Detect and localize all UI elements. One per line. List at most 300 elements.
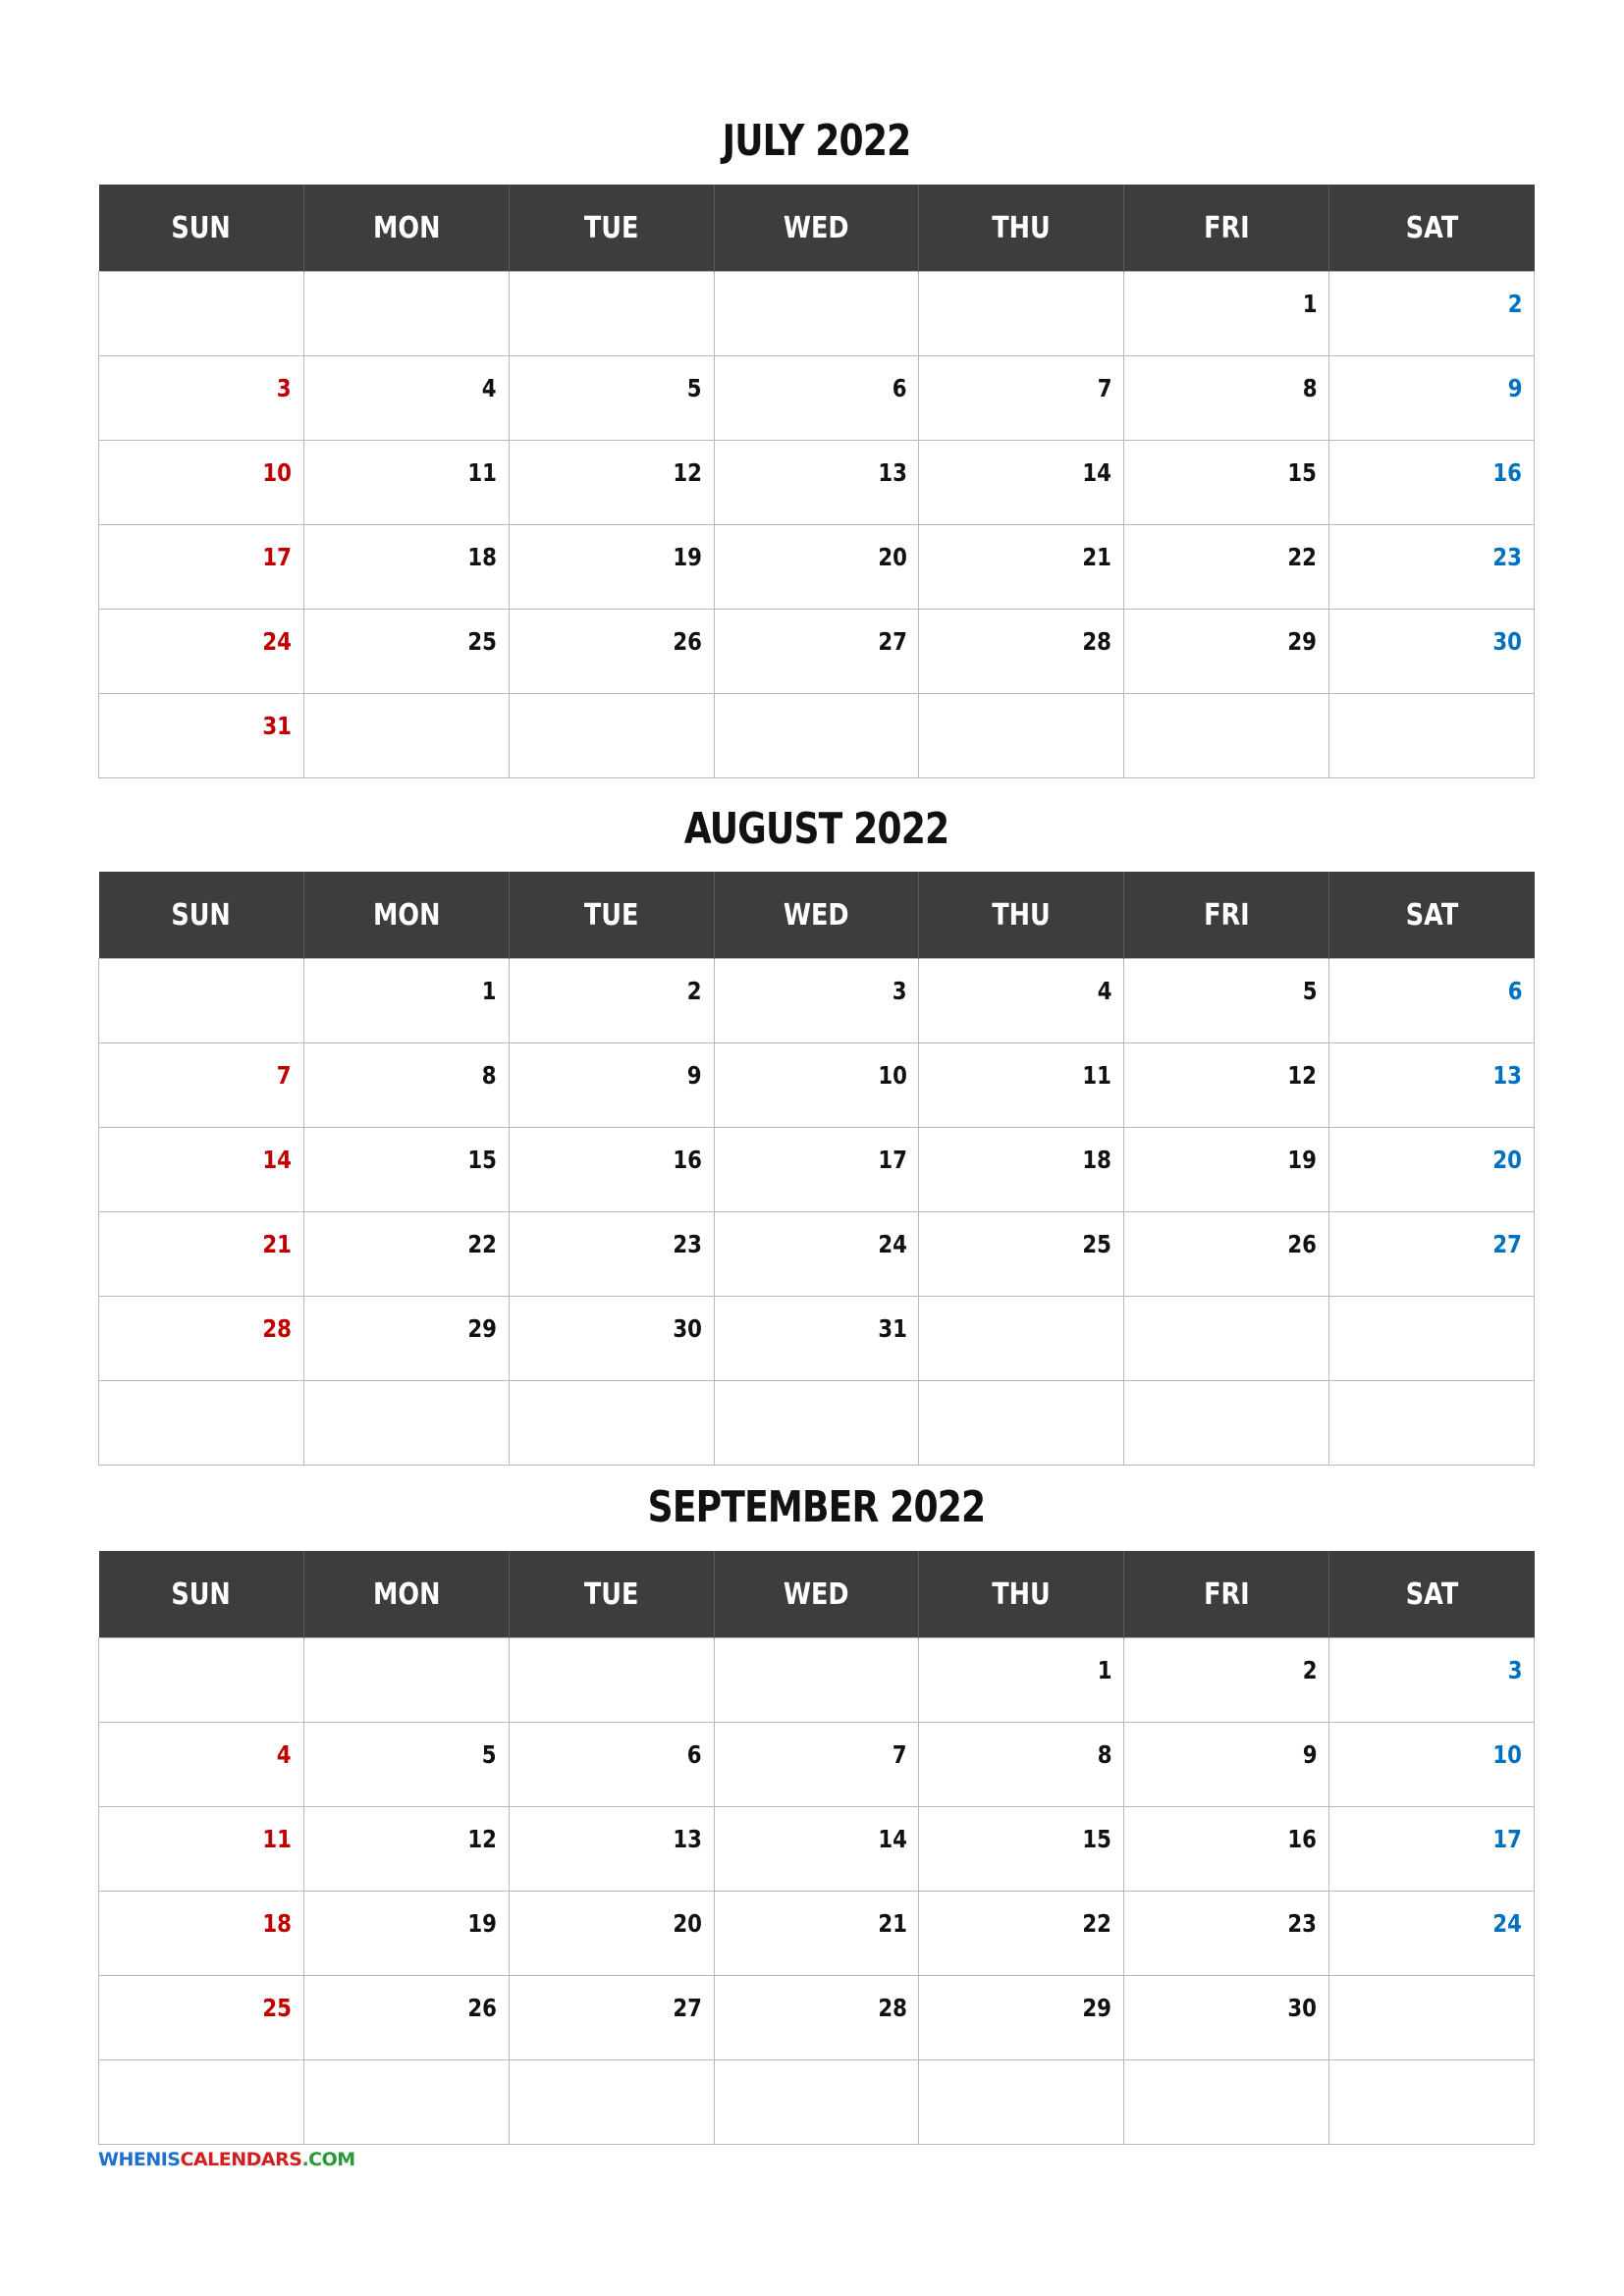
weekday-label: TUE <box>583 210 639 245</box>
day-cell[interactable] <box>714 1212 919 1297</box>
day-number <box>497 1381 509 1399</box>
day-cell[interactable] <box>919 1212 1124 1297</box>
day-cell[interactable] <box>919 1892 1124 1976</box>
day-cell[interactable] <box>99 610 304 694</box>
day-number: 19 <box>467 1909 497 1938</box>
day-cell[interactable] <box>1124 959 1329 1043</box>
day-number <box>702 694 714 712</box>
weekday-header-row <box>99 185 1535 272</box>
day-number: 4 <box>277 1740 292 1769</box>
day-cell[interactable] <box>714 525 919 610</box>
day-number: 5 <box>686 374 702 402</box>
day-cell[interactable] <box>1329 1212 1535 1297</box>
month-title: JULY 2022 <box>722 116 911 166</box>
day-number: 27 <box>877 627 907 656</box>
day-cell[interactable] <box>1329 959 1535 1043</box>
day-number: 3 <box>277 374 292 402</box>
weekday-header <box>509 872 714 959</box>
day-cell <box>1124 694 1329 778</box>
day-cell[interactable] <box>1329 1807 1535 1892</box>
day-number: 14 <box>1082 458 1112 487</box>
day-cell[interactable] <box>919 959 1124 1043</box>
day-cell[interactable] <box>919 356 1124 441</box>
week-row <box>99 525 1535 610</box>
day-cell[interactable] <box>509 1128 714 1212</box>
day-cell[interactable] <box>919 1638 1124 1723</box>
month-title-row <box>98 804 1535 854</box>
weekday-label: THU <box>992 1576 1052 1612</box>
day-number: 16 <box>1492 458 1523 487</box>
day-cell[interactable] <box>1329 1892 1535 1976</box>
day-cell[interactable] <box>99 1297 304 1381</box>
day-number: 7 <box>277 1061 292 1090</box>
day-number: 8 <box>481 1061 497 1090</box>
week-row <box>99 959 1535 1043</box>
day-cell <box>99 2060 304 2145</box>
weekday-label: SUN <box>171 210 231 245</box>
day-number: 15 <box>1287 458 1318 487</box>
day-cell[interactable] <box>1124 610 1329 694</box>
day-number: 8 <box>1097 1740 1112 1769</box>
weekday-label: TUE <box>583 1576 639 1612</box>
day-cell[interactable] <box>99 694 304 778</box>
day-number: 12 <box>1287 1061 1318 1090</box>
day-number: 9 <box>1507 374 1523 402</box>
day-cell[interactable] <box>99 441 304 525</box>
day-cell <box>714 694 919 778</box>
day-cell <box>919 272 1124 356</box>
month-title: SEPTEMBER 2022 <box>647 1482 986 1532</box>
day-number: 3 <box>892 977 907 1005</box>
day-cell[interactable] <box>509 610 714 694</box>
day-cell[interactable] <box>1329 1638 1535 1723</box>
day-cell[interactable] <box>714 1976 919 2060</box>
day-number: 18 <box>262 1909 292 1938</box>
day-cell[interactable] <box>1124 1976 1329 2060</box>
day-cell[interactable] <box>99 1212 304 1297</box>
week-row <box>99 1128 1535 1212</box>
weekday-label: MON <box>372 897 440 933</box>
day-cell <box>1329 1976 1535 2060</box>
weekday-label: FRI <box>1203 1576 1250 1612</box>
day-cell <box>919 1297 1124 1381</box>
weekday-label: WED <box>784 897 849 933</box>
day-cell[interactable] <box>1124 1128 1329 1212</box>
day-cell[interactable] <box>1124 272 1329 356</box>
day-cell[interactable] <box>303 1043 509 1128</box>
day-cell[interactable] <box>1124 525 1329 610</box>
day-number: 16 <box>673 1146 702 1174</box>
day-cell <box>714 1381 919 1466</box>
weekday-label: FRI <box>1203 897 1250 933</box>
day-number: 26 <box>467 1994 497 2022</box>
day-number: 21 <box>877 1909 907 1938</box>
day-number <box>1317 1297 1328 1314</box>
day-number: 13 <box>877 458 907 487</box>
day-number: 28 <box>1082 627 1112 656</box>
site-watermark[interactable] <box>98 2149 355 2170</box>
day-number <box>906 694 918 712</box>
day-number: 2 <box>1302 1656 1318 1684</box>
day-cell[interactable] <box>1124 441 1329 525</box>
day-cell <box>99 1638 304 1723</box>
day-cell[interactable] <box>1329 1128 1535 1212</box>
day-cell[interactable] <box>919 1043 1124 1128</box>
day-number: 28 <box>877 1994 907 2022</box>
day-number <box>1111 272 1123 290</box>
weekday-header <box>99 1551 304 1638</box>
day-number: 5 <box>481 1740 497 1769</box>
week-row <box>99 1723 1535 1807</box>
day-number: 23 <box>673 1230 702 1258</box>
month-calendar-grid <box>98 872 1535 1466</box>
day-cell <box>303 2060 509 2145</box>
day-number: 30 <box>673 1314 702 1343</box>
day-number: 25 <box>1082 1230 1112 1258</box>
day-cell[interactable] <box>303 1128 509 1212</box>
day-number: 30 <box>1492 627 1523 656</box>
week-row <box>99 1976 1535 2060</box>
day-number: 18 <box>1082 1146 1112 1174</box>
day-cell <box>509 2060 714 2145</box>
day-cell <box>714 1638 919 1723</box>
day-number: 24 <box>877 1230 907 1258</box>
day-cell <box>919 1381 1124 1466</box>
day-number <box>1317 694 1328 712</box>
day-cell[interactable] <box>509 1723 714 1807</box>
day-number: 20 <box>877 543 907 571</box>
weekday-header-row <box>99 872 1535 959</box>
day-number <box>906 2060 918 2078</box>
day-number: 2 <box>686 977 702 1005</box>
day-number: 31 <box>262 712 292 740</box>
day-cell[interactable] <box>714 1297 919 1381</box>
week-row <box>99 441 1535 525</box>
day-cell <box>99 959 304 1043</box>
day-number: 21 <box>262 1230 292 1258</box>
day-number <box>1111 694 1123 712</box>
day-number: 27 <box>673 1994 702 2022</box>
weekday-header-row <box>99 1551 1535 1638</box>
weekday-header <box>303 872 509 959</box>
day-cell[interactable] <box>303 1807 509 1892</box>
day-number <box>1111 1297 1123 1314</box>
day-number: 21 <box>1082 543 1112 571</box>
day-cell <box>919 694 1124 778</box>
day-number: 4 <box>481 374 497 402</box>
day-number <box>1522 1381 1534 1399</box>
day-cell <box>1329 2060 1535 2145</box>
day-cell[interactable] <box>99 1976 304 2060</box>
day-cell[interactable] <box>509 1297 714 1381</box>
weekday-header <box>714 1551 919 1638</box>
weekday-label: MON <box>372 1576 440 1612</box>
day-cell[interactable] <box>303 1212 509 1297</box>
day-number: 10 <box>262 458 292 487</box>
day-cell[interactable] <box>714 1043 919 1128</box>
day-number: 1 <box>1302 290 1318 318</box>
day-cell[interactable] <box>303 959 509 1043</box>
day-number: 11 <box>1082 1061 1112 1090</box>
day-cell[interactable] <box>1329 441 1535 525</box>
day-number: 2 <box>1507 290 1523 318</box>
day-number: 9 <box>686 1061 702 1090</box>
day-number <box>1522 694 1534 712</box>
day-number: 14 <box>262 1146 292 1174</box>
week-row <box>99 2060 1535 2145</box>
weekday-header <box>509 185 714 272</box>
day-cell[interactable] <box>99 356 304 441</box>
weekday-header <box>99 185 304 272</box>
day-number: 23 <box>1287 1909 1318 1938</box>
day-number: 25 <box>467 627 497 656</box>
day-cell[interactable] <box>99 1043 304 1128</box>
day-number <box>497 1638 509 1656</box>
day-cell <box>919 2060 1124 2145</box>
weekday-label: WED <box>784 1576 849 1612</box>
weekday-label: FRI <box>1203 210 1250 245</box>
day-number: 10 <box>1492 1740 1523 1769</box>
weekday-header <box>509 1551 714 1638</box>
day-cell[interactable] <box>714 1723 919 1807</box>
day-cell[interactable] <box>303 525 509 610</box>
day-cell[interactable] <box>509 959 714 1043</box>
day-cell[interactable] <box>509 1212 714 1297</box>
day-number: 24 <box>1492 1909 1523 1938</box>
day-number <box>906 272 918 290</box>
day-number: 17 <box>262 543 292 571</box>
day-cell <box>714 272 919 356</box>
day-cell[interactable] <box>1329 1043 1535 1128</box>
day-cell[interactable] <box>303 610 509 694</box>
month-calendar-grid <box>98 185 1535 778</box>
day-cell <box>303 1638 509 1723</box>
day-cell[interactable] <box>1329 525 1535 610</box>
day-cell <box>303 694 509 778</box>
day-cell[interactable] <box>714 356 919 441</box>
weekday-label: SAT <box>1405 210 1459 245</box>
day-cell[interactable] <box>714 1128 919 1212</box>
day-cell[interactable] <box>303 441 509 525</box>
weekday-header <box>714 185 919 272</box>
day-cell[interactable] <box>303 356 509 441</box>
weekday-header <box>1329 1551 1535 1638</box>
day-cell <box>714 2060 919 2145</box>
day-cell[interactable] <box>1124 1638 1329 1723</box>
day-number: 19 <box>1287 1146 1318 1174</box>
weekday-header <box>919 1551 1124 1638</box>
day-number: 27 <box>1492 1230 1523 1258</box>
day-number: 7 <box>892 1740 907 1769</box>
day-cell[interactable] <box>1124 1043 1329 1128</box>
week-row <box>99 1043 1535 1128</box>
day-cell[interactable] <box>1124 1807 1329 1892</box>
day-number: 17 <box>877 1146 907 1174</box>
weekday-label: SAT <box>1405 1576 1459 1612</box>
day-number <box>702 1638 714 1656</box>
weekday-header <box>99 872 304 959</box>
day-cell[interactable] <box>99 1892 304 1976</box>
week-row <box>99 1638 1535 1723</box>
day-cell[interactable] <box>303 1892 509 1976</box>
day-cell[interactable] <box>714 1892 919 1976</box>
day-cell[interactable] <box>99 1807 304 1892</box>
day-number <box>292 272 303 290</box>
day-cell[interactable] <box>1329 610 1535 694</box>
day-number: 4 <box>1097 977 1112 1005</box>
month-title-row <box>98 116 1535 166</box>
day-cell[interactable] <box>919 1976 1124 2060</box>
week-row <box>99 694 1535 778</box>
month-title-row <box>98 1482 1535 1532</box>
day-cell[interactable] <box>509 1807 714 1892</box>
day-cell <box>99 1381 304 1466</box>
day-number <box>292 1638 303 1656</box>
day-cell[interactable] <box>509 356 714 441</box>
day-cell <box>99 272 304 356</box>
day-cell[interactable] <box>919 525 1124 610</box>
weekday-label: SUN <box>171 897 231 933</box>
weekday-label: THU <box>992 210 1052 245</box>
month-calendar-grid <box>98 1551 1535 2145</box>
weekday-header <box>1124 185 1329 272</box>
day-cell[interactable] <box>919 1723 1124 1807</box>
day-cell[interactable] <box>99 1723 304 1807</box>
day-number <box>702 1381 714 1399</box>
day-number: 5 <box>1302 977 1318 1005</box>
weekday-label: SAT <box>1405 897 1459 933</box>
day-number: 31 <box>877 1314 907 1343</box>
day-number: 11 <box>467 458 497 487</box>
watermark-part-1: WHENIS <box>98 2149 181 2170</box>
day-cell <box>1329 694 1535 778</box>
day-number: 12 <box>673 458 702 487</box>
day-number: 13 <box>673 1825 702 1853</box>
weekday-label: SUN <box>171 1576 231 1612</box>
day-number: 1 <box>1097 1656 1112 1684</box>
day-number: 28 <box>262 1314 292 1343</box>
day-number: 15 <box>467 1146 497 1174</box>
day-cell[interactable] <box>919 1807 1124 1892</box>
day-number: 3 <box>1507 1656 1523 1684</box>
day-number: 17 <box>1492 1825 1523 1853</box>
weekday-header <box>919 185 1124 272</box>
day-number: 26 <box>673 627 702 656</box>
day-cell[interactable] <box>1329 356 1535 441</box>
weekday-header <box>919 872 1124 959</box>
day-number: 12 <box>467 1825 497 1853</box>
day-number <box>906 1638 918 1656</box>
day-cell[interactable] <box>1124 1212 1329 1297</box>
day-cell <box>303 272 509 356</box>
day-cell[interactable] <box>1329 1723 1535 1807</box>
day-cell[interactable] <box>714 441 919 525</box>
day-cell[interactable] <box>509 525 714 610</box>
watermark-part-2: CALENDARS <box>180 2149 302 2170</box>
day-number: 22 <box>1287 543 1318 571</box>
day-cell[interactable] <box>303 1297 509 1381</box>
weekday-label: WED <box>784 210 849 245</box>
day-cell <box>509 1638 714 1723</box>
week-row <box>99 1381 1535 1466</box>
day-number: 9 <box>1302 1740 1318 1769</box>
day-cell[interactable] <box>303 1976 509 2060</box>
day-cell[interactable] <box>919 1128 1124 1212</box>
day-cell <box>1329 1297 1535 1381</box>
day-number <box>292 959 303 977</box>
day-number: 29 <box>467 1314 497 1343</box>
day-cell[interactable] <box>99 1128 304 1212</box>
day-number: 19 <box>673 543 702 571</box>
day-cell[interactable] <box>99 525 304 610</box>
day-number <box>1522 2060 1534 2078</box>
week-row <box>99 1212 1535 1297</box>
weekday-label: THU <box>992 897 1052 933</box>
day-number <box>292 2060 303 2078</box>
day-number: 16 <box>1287 1825 1318 1853</box>
watermark-part-3: .COM <box>301 2149 355 2170</box>
month-title: AUGUST 2022 <box>683 804 949 854</box>
day-number: 7 <box>1097 374 1112 402</box>
day-cell <box>1124 1381 1329 1466</box>
weekday-header <box>303 185 509 272</box>
day-cell <box>1329 1381 1535 1466</box>
day-cell[interactable] <box>509 1892 714 1976</box>
day-cell <box>509 1381 714 1466</box>
day-number <box>906 1381 918 1399</box>
day-cell[interactable] <box>714 959 919 1043</box>
day-cell[interactable] <box>509 441 714 525</box>
day-number: 10 <box>877 1061 907 1090</box>
day-cell[interactable] <box>1124 1723 1329 1807</box>
day-cell <box>1124 2060 1329 2145</box>
day-cell[interactable] <box>509 1976 714 2060</box>
day-number <box>497 272 509 290</box>
day-number <box>1111 1381 1123 1399</box>
week-row <box>99 1807 1535 1892</box>
day-number: 23 <box>1492 543 1523 571</box>
day-cell[interactable] <box>1124 356 1329 441</box>
day-cell[interactable] <box>919 610 1124 694</box>
day-number: 20 <box>1492 1146 1523 1174</box>
day-cell[interactable] <box>919 441 1124 525</box>
weekday-header <box>714 872 919 959</box>
day-number: 25 <box>262 1994 292 2022</box>
day-cell[interactable] <box>509 1043 714 1128</box>
day-number: 1 <box>481 977 497 1005</box>
week-row <box>99 356 1535 441</box>
day-number <box>497 694 509 712</box>
week-row <box>99 272 1535 356</box>
day-cell[interactable] <box>1124 1892 1329 1976</box>
day-number: 24 <box>262 627 292 656</box>
day-number: 29 <box>1287 627 1318 656</box>
day-number <box>1111 2060 1123 2078</box>
day-cell <box>1124 1297 1329 1381</box>
day-cell[interactable] <box>714 1807 919 1892</box>
day-cell[interactable] <box>714 610 919 694</box>
weekday-label: TUE <box>583 897 639 933</box>
day-number <box>1317 1381 1328 1399</box>
day-number: 15 <box>1082 1825 1112 1853</box>
weekday-header <box>1124 872 1329 959</box>
day-cell[interactable] <box>303 1723 509 1807</box>
day-number: 29 <box>1082 1994 1112 2022</box>
day-cell <box>509 272 714 356</box>
day-cell <box>509 694 714 778</box>
day-cell[interactable] <box>1329 272 1535 356</box>
day-number <box>1522 1297 1534 1314</box>
